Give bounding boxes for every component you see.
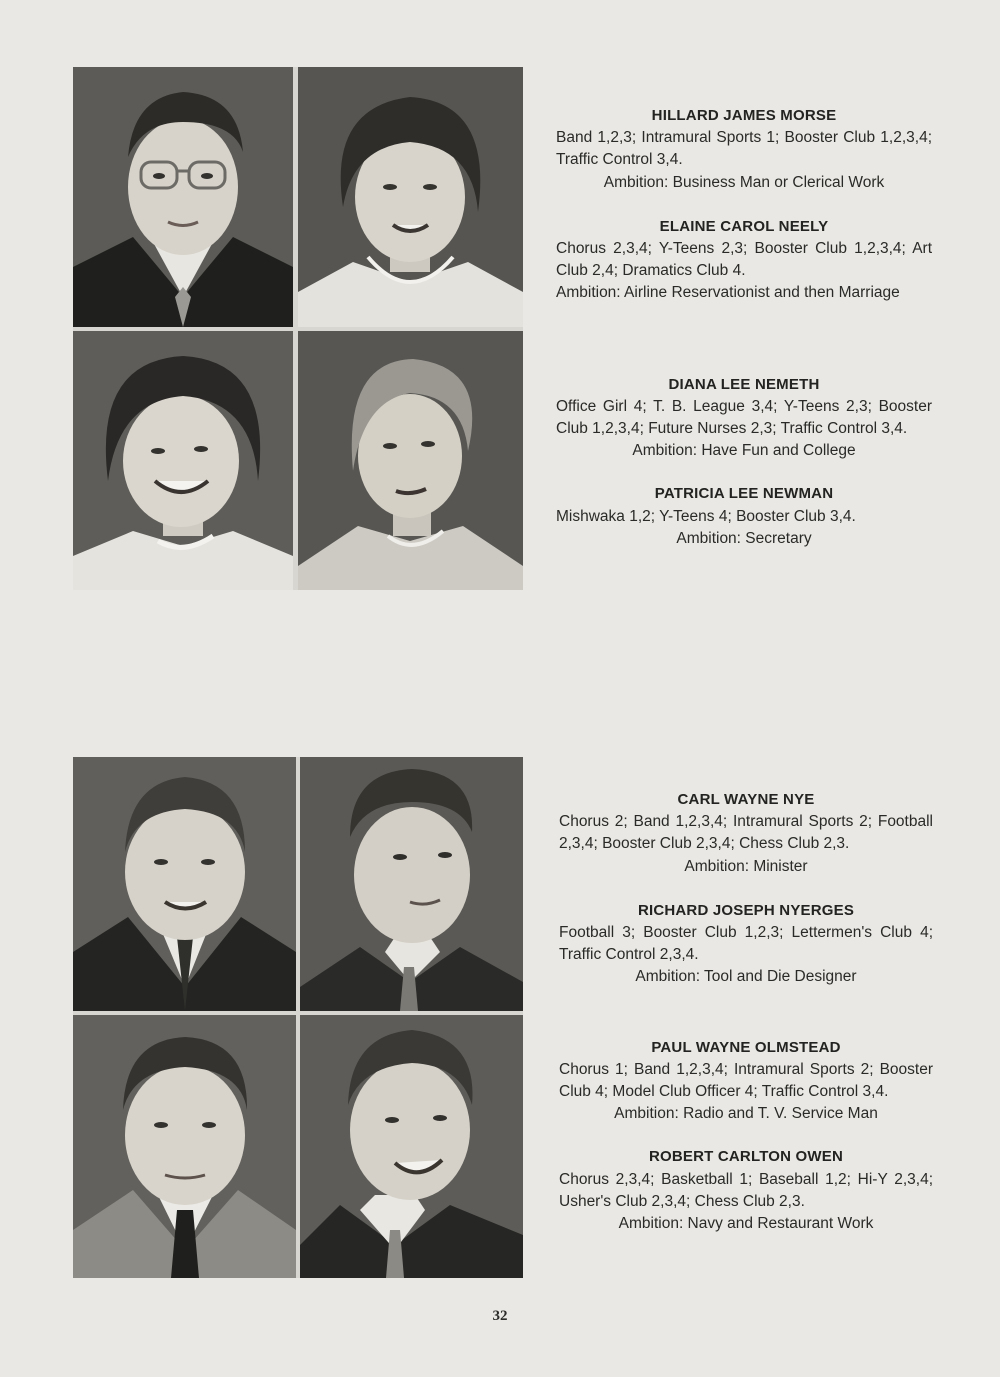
student-name: HILLARD JAMES MORSE [651, 107, 837, 124]
portrait-photo-hillard-morse [73, 67, 293, 327]
student-activities: Band 1,2,3; Intramural Sports 1; Booster Club 1,2,3,4; Traffic Control 3,4. [556, 129, 932, 169]
student-entry [559, 1037, 933, 1126]
entries-group-top [556, 105, 932, 550]
student-activities: Chorus 2,3,4; Y-Teens 2,3; Booster Club 1,2,3,4; Art Club 2,4; Dramatics Club 4. [556, 240, 932, 280]
student-ambition: Ambition: Radio and T. V. Service Man [614, 1105, 878, 1123]
student-ambition: Ambition: Airline Reservationist and then Marriage [556, 284, 900, 302]
student-name: PAUL WAYNE OLMSTEAD [651, 1038, 841, 1056]
student-ambition: Ambition: Tool and Die Designer [635, 968, 857, 986]
student-ambition: Ambition: Have Fun and College [632, 442, 856, 460]
student-name: RICHARD JOSEPH NYERGES [637, 901, 855, 919]
student-entry [559, 900, 933, 989]
student-ambition: Ambition: Navy and Restaurant Work [618, 1215, 874, 1233]
student-activities: Mishwaka 1,2; Y-Teens 4; Booster Club 3,4. [556, 507, 856, 525]
portrait-photo-patricia-newman [298, 331, 523, 590]
student-name: ELAINE CAROL NEELY [659, 217, 829, 235]
student-ambition: Ambition: Minister [684, 857, 808, 875]
student-entry [556, 483, 932, 550]
student-entry [556, 216, 932, 305]
student-activities: Chorus 1; Band 1,2,3,4; Intramural Sports 2; Booster Club 4; Model Club Officer 4; Traffic Control 3,4. [559, 1060, 933, 1101]
student-activities: Football 3; Booster Club 1,2,3; Lettermen's Club 4; Traffic Control 2,3,4. [559, 924, 933, 964]
portrait-photo-diana-nemeth [73, 331, 293, 590]
portrait-photo-richard-nyerges [300, 757, 523, 1011]
student-entry [559, 1146, 933, 1235]
entries-group-bottom [559, 789, 933, 1235]
student-activities: Chorus 2,3,4; Basketball 1; Baseball 1,2; Hi-Y 2,3,4; Usher's Club 2,3,4; Chess Club 2,3. [559, 1170, 933, 1210]
student-entry [556, 374, 932, 463]
student-entry [556, 105, 932, 194]
student-name: ROBERT CARLTON OWEN [648, 1148, 844, 1166]
photo-grid-top [73, 67, 523, 590]
student-activities: Chorus 2; Band 1,2,3,4; Intramural Sports 2; Football 2,3,4; Booster Club 2,3,4; Chess Club 2,3. [559, 813, 933, 853]
student-ambition: Ambition: Secretary [676, 529, 812, 547]
photo-grid-bottom [73, 757, 523, 1278]
portrait-photo-paul-olmstead [73, 1015, 296, 1278]
portrait-photo-carl-nye [73, 757, 296, 1011]
student-entry [559, 789, 933, 878]
student-ambition: Ambition: Business Man or Clerical Work [603, 173, 885, 191]
student-activities: Office Girl 4; T. B. League 3,4; Y-Teens 2,3; Booster Club 1,2,3,4; Future Nurses 2,3; Traffic Control 3,4. [556, 397, 932, 438]
portrait-photo-elaine-neely [298, 67, 523, 327]
portrait-photo-robert-owen [300, 1015, 523, 1278]
student-name: PATRICIA LEE NEWMAN [654, 485, 834, 503]
student-name: DIANA LEE NEMETH [668, 375, 820, 393]
student-name: CARL WAYNE NYE [677, 791, 815, 808]
page-number: 32 [492, 1308, 508, 1324]
